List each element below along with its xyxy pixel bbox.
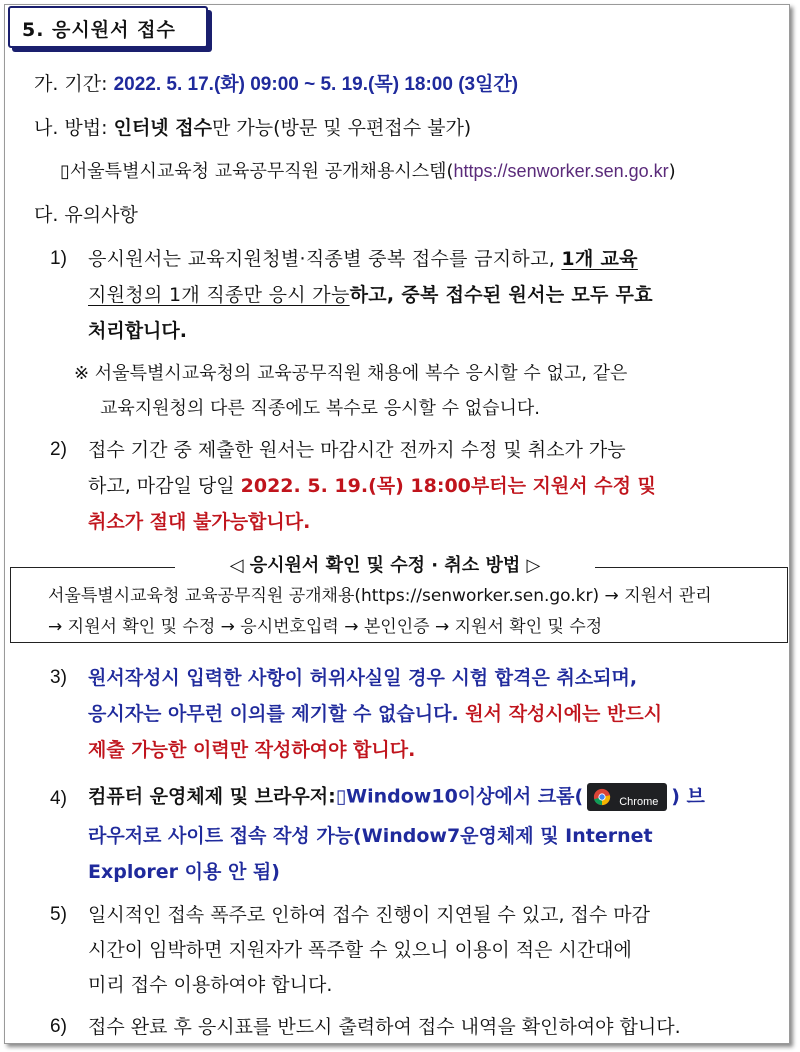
item2-line2 — [88, 473, 656, 499]
item5-line2: 시간이 임박하면 지원자가 폭주할 수 있으니 이용이 적은 시간대에 — [88, 939, 632, 961]
section-title-box — [8, 6, 208, 48]
item2-line2-b: 2022. 5. 19.(목) 18:00부터는 지원서 수정 및 — [240, 475, 656, 497]
item1-line3: 처리합니다. — [88, 320, 187, 342]
method-label: 나. 방법: — [34, 117, 114, 139]
item3-line3: 제출 가능한 이력만 작성하여야 합니다. — [88, 739, 416, 761]
item3-line2-b: 원서 작성시에는 반드시 — [465, 703, 663, 725]
period-line — [34, 71, 518, 98]
chrome-label: Chrome — [619, 796, 659, 808]
section-title: 5. 응시원서 접수 — [22, 19, 176, 41]
confirm-box-title: ◁ 응시원서 확인 및 수정 · 취소 방법 ▷ — [229, 555, 541, 576]
item4-line3: Explorer 이용 안 됨) — [88, 861, 280, 883]
item3-line2 — [88, 701, 662, 727]
item1-line2-a: 지원청의 1개 직종만 응시 가능 — [88, 284, 350, 306]
item2-line3: 취소가 절대 불가능합니다. — [88, 511, 311, 533]
item1-number: 1) — [50, 248, 67, 269]
item4-line1 — [88, 783, 705, 811]
method-value-rest: 만 가능(방문 및 우편접수 불가) — [211, 117, 472, 139]
item4-line1-c: ) 브 — [671, 785, 705, 808]
item1-note-line1: ※ 서울특별시교육청의 교육공무직원 채용에 복수 응시할 수 없고, 같은 — [74, 363, 628, 384]
chrome-logo-icon — [593, 788, 611, 806]
item1-line1 — [88, 246, 638, 272]
item4-line2: 라우저로 사이트 접속 작성 가능(Window7운영체제 및 Internet — [88, 825, 653, 847]
item3-line1: 원서작성시 입력한 사항이 허위사실일 경우 시험 합격은 취소되며, — [88, 667, 638, 689]
system-prefix: ▯서울특별시교육청 교육공무직원 공개채용시스템( — [60, 161, 454, 182]
item4-line1-a: 컴퓨터 운영체제 및 브라우저: — [88, 785, 336, 808]
system-url-link[interactable]: https://senworker.sen.go.kr — [453, 161, 669, 181]
confirm-box-title-wrap — [175, 553, 595, 579]
item1-line1-b: 1개 교육 — [561, 248, 638, 270]
item2-line1: 접수 기간 중 제출한 원서는 마감시간 전까지 수정 및 취소가 가능 — [88, 439, 626, 461]
item3-number: 3) — [50, 667, 67, 688]
notes-heading: 다. 유의사항 — [34, 204, 138, 226]
item5-line3: 미리 접수 이용하여야 합니다. — [88, 974, 333, 996]
item3-line2-a: 응시자는 아무런 이의를 제기할 수 없습니다. — [88, 703, 466, 725]
item5-line1: 일시적인 접속 폭주로 인하여 접수 진행이 지연될 수 있고, 접수 마감 — [88, 904, 650, 926]
period-label: 가. 기간: — [34, 73, 114, 95]
item1-line2 — [88, 282, 653, 308]
chrome-badge — [587, 783, 667, 811]
system-line — [60, 158, 676, 185]
method-line — [34, 115, 471, 141]
confirm-box-line2: → 지원서 확인 및 수정 → 응시번호입력 → 본인인증 → 지원서 확인 및 수정 — [48, 617, 603, 637]
item1-line1-a: 응시원서는 교육지원청별·직종별 중복 접수를 금지하고, — [88, 248, 562, 270]
item6-line1: 접수 완료 후 응시표를 반드시 출력하여 접수 내역을 확인하여야 합니다. — [88, 1016, 681, 1038]
item6-number: 6) — [50, 1016, 67, 1037]
item4-line1-b: ▯Window10이상에서 크롬( — [335, 785, 584, 808]
method-value-bold: 인터넷 접수 — [113, 117, 212, 139]
confirm-box-line1: 서울특별시교육청 교육공무직원 공개채용(https://senworker.sen.go.kr) → 지원서 관리 — [48, 586, 712, 606]
item4-number: 4) — [50, 788, 67, 809]
system-suffix: ) — [668, 161, 676, 182]
period-value: 2022. 5. 17.(화) 09:00 ~ 5. 19.(목) 18:00 (3일간) — [113, 74, 519, 95]
item1-note-line2: 교육지원청의 다른 직종에도 복수로 응시할 수 없습니다. — [100, 398, 540, 419]
item1-line2-b: 하고, 중복 접수된 원서는 모두 무효 — [349, 284, 653, 306]
item2-number: 2) — [50, 439, 67, 460]
item2-line2-a: 하고, 마감일 당일 — [88, 475, 241, 497]
item5-number: 5) — [50, 904, 67, 925]
